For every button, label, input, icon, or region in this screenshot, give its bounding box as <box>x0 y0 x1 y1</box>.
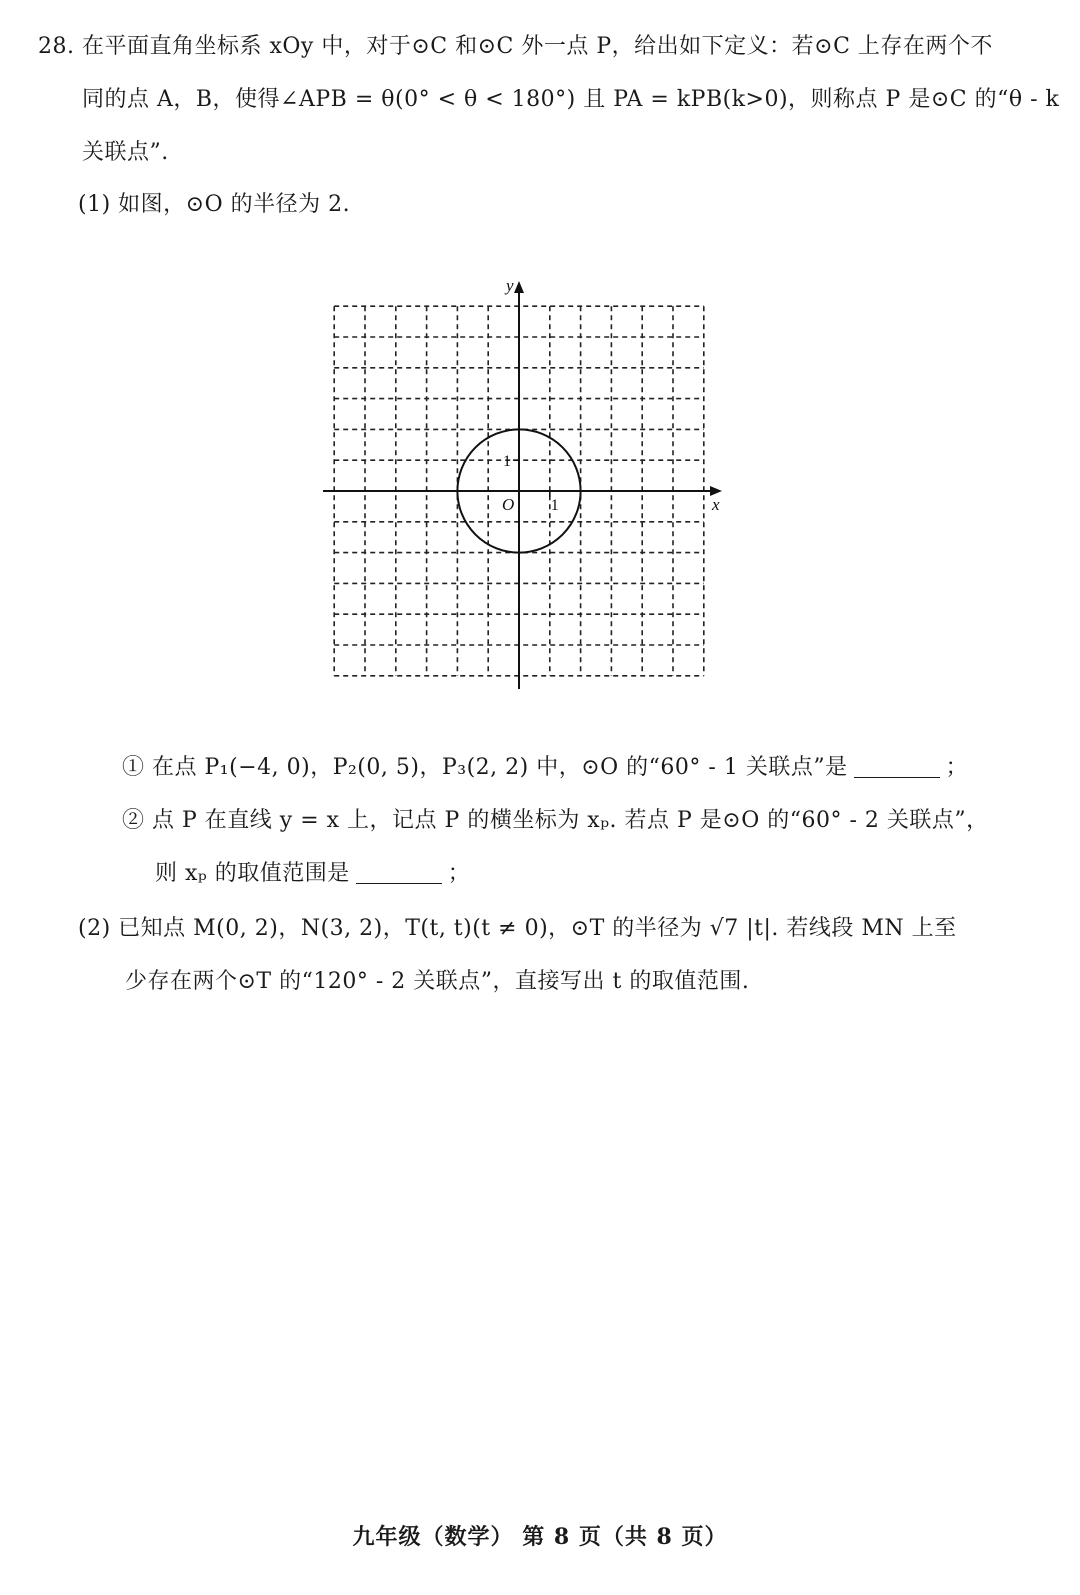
problem-line-2: 同的点 A，B，使得∠APB = θ(0° < θ < 180°) 且 PA = kPB(k>0)，则称点 P 是⊙C 的“θ - k <box>82 87 1060 112</box>
coordinate-grid-figure <box>320 275 740 705</box>
page-footer: 九年级（数学） 第 8 页（共 8 页） <box>352 1524 728 1550</box>
part-2-line-2: 少存在两个⊙T 的“120° - 2 关联点”，直接写出 t 的取值范围. <box>125 969 750 994</box>
question-1 <box>122 753 968 783</box>
question-2-text: 则 xₚ 的取值范围是 <box>155 861 350 886</box>
part-2-line-1: (2) 已知点 M(0, 2)，N(3, 2)，T(t, t)(t ≠ 0)，⊙T 的半径为 √7 |t|. 若线段 MN 上至 <box>78 916 957 941</box>
y-axis-arrow <box>514 281 524 293</box>
y-tick-label: 1 <box>503 453 511 471</box>
origin-label: O <box>502 495 515 514</box>
y-axis-label: y <box>506 276 514 295</box>
question-1-text: ① 在点 P₁(−4, 0)，P₂(0, 5)，P₃(2, 2) 中，⊙O 的“60° - 1 关联点”是 <box>122 755 848 780</box>
question-2-end: ； <box>447 861 471 886</box>
problem-line-3: 关联点”. <box>82 140 169 165</box>
x-tick-label: 1 <box>550 497 559 514</box>
answer-blank-2[interactable] <box>356 861 442 884</box>
part-1-intro: (1) 如图，⊙O 的半径为 2. <box>78 192 351 217</box>
question-2-line-1: ② 点 P 在直线 y = x 上，记点 P 的横坐标为 xₚ. 若点 P 是⊙O 的“60° - 2 关联点”， <box>122 808 989 833</box>
question-1-end: ； <box>945 755 969 780</box>
answer-blank-1[interactable] <box>854 755 940 778</box>
question-2-line-2 <box>155 859 470 889</box>
problem-line-1: 28. 在平面直角坐标系 xOy 中，对于⊙C 和⊙C 外一点 P，给出如下定义：若⊙C 上存在两个不 <box>38 34 993 59</box>
x-axis-label: x <box>712 495 720 514</box>
